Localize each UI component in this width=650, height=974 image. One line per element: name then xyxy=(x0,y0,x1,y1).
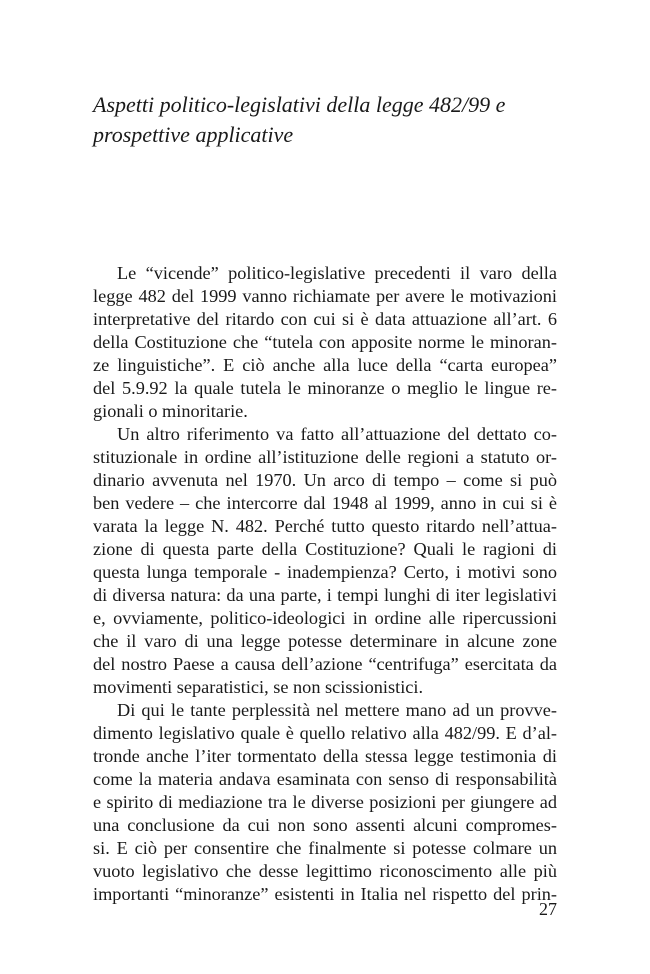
page-number: 27 xyxy=(539,899,557,919)
text-line: vuoto legislativo che desse legittimo riconoscimento alle più xyxy=(93,861,557,881)
chapter-title-line: Aspetti politico-legislativi della legge 482/99 e xyxy=(93,92,506,117)
chapter-title-line: prospettive applicative xyxy=(93,122,294,147)
text-line: si. E ciò per consentire che finalmente si potesse colmare un xyxy=(93,838,557,858)
text-line: importanti “minoranze” esistenti in Italia nel rispetto del prin- xyxy=(93,884,557,904)
chapter-title xyxy=(93,90,563,150)
text-line: che il varo di una legge potesse determinare in alcune zone xyxy=(93,631,557,651)
text-line: di diversa natura: da una parte, i tempi lunghi di iter legislativi xyxy=(93,585,557,605)
text-line: questa lunga temporale - inadempienza? Certo, i motivi sono xyxy=(93,562,557,582)
text-line: ben vedere – che intercorre dal 1948 al 1999, anno in cui si è xyxy=(93,493,557,513)
text-line: e, ovviamente, politico-ideologici in ordine alle ripercussioni xyxy=(93,608,557,628)
text-line: interpretative del ritardo con cui si è data attuazione all’art. 6 xyxy=(93,309,557,329)
text-line: del nostro Paese a causa dell’azione “centrifuga” esercitata da xyxy=(93,654,557,674)
text-line: Un altro riferimento va fatto all’attuazione del dettato co- xyxy=(117,424,557,444)
text-line: dinario avvenuta nel 1970. Un arco di tempo – come si può xyxy=(93,470,557,490)
text-line: movimenti separatistici, se non scissionistici. xyxy=(93,677,424,697)
text-line: Di qui le tante perplessità nel mettere mano ad un provve- xyxy=(117,700,557,720)
text-line: dimento legislativo quale è quello relativo alla 482/99. E d’al- xyxy=(93,723,557,743)
text-line: ze linguistiche”. E ciò anche alla luce della “carta europea” xyxy=(93,355,557,375)
text-line: del 5.9.92 la quale tutela le minoranze o meglio le lingue re- xyxy=(93,378,557,398)
text-line: varata la legge N. 482. Perché tutto questo ritardo nell’attua- xyxy=(93,516,557,536)
text-line: stituzionale in ordine all’istituzione delle regioni a statuto or- xyxy=(93,447,557,467)
text-line: zione di questa parte della Costituzione? Quali le ragioni di xyxy=(93,539,557,559)
text-line: tronde anche l’iter tormentato della stessa legge testimonia di xyxy=(93,746,557,766)
text-line: legge 482 del 1999 vanno richiamate per avere le motivazioni xyxy=(93,286,557,306)
text-line: Le “vicende” politico-legislative precedenti il varo della xyxy=(117,263,557,283)
text-line: come la materia andava esaminata con senso di responsabilità xyxy=(93,769,557,789)
text-line: una conclusione da cui non sono assenti alcuni compromes- xyxy=(93,815,557,835)
text-line: e spirito di mediazione tra le diverse posizioni per giungere ad xyxy=(93,792,557,812)
body-text xyxy=(93,262,557,906)
text-line: gionali o minoritarie. xyxy=(93,401,248,421)
text-line: della Costituzione che “tutela con apposite norme le minoran- xyxy=(93,332,557,352)
